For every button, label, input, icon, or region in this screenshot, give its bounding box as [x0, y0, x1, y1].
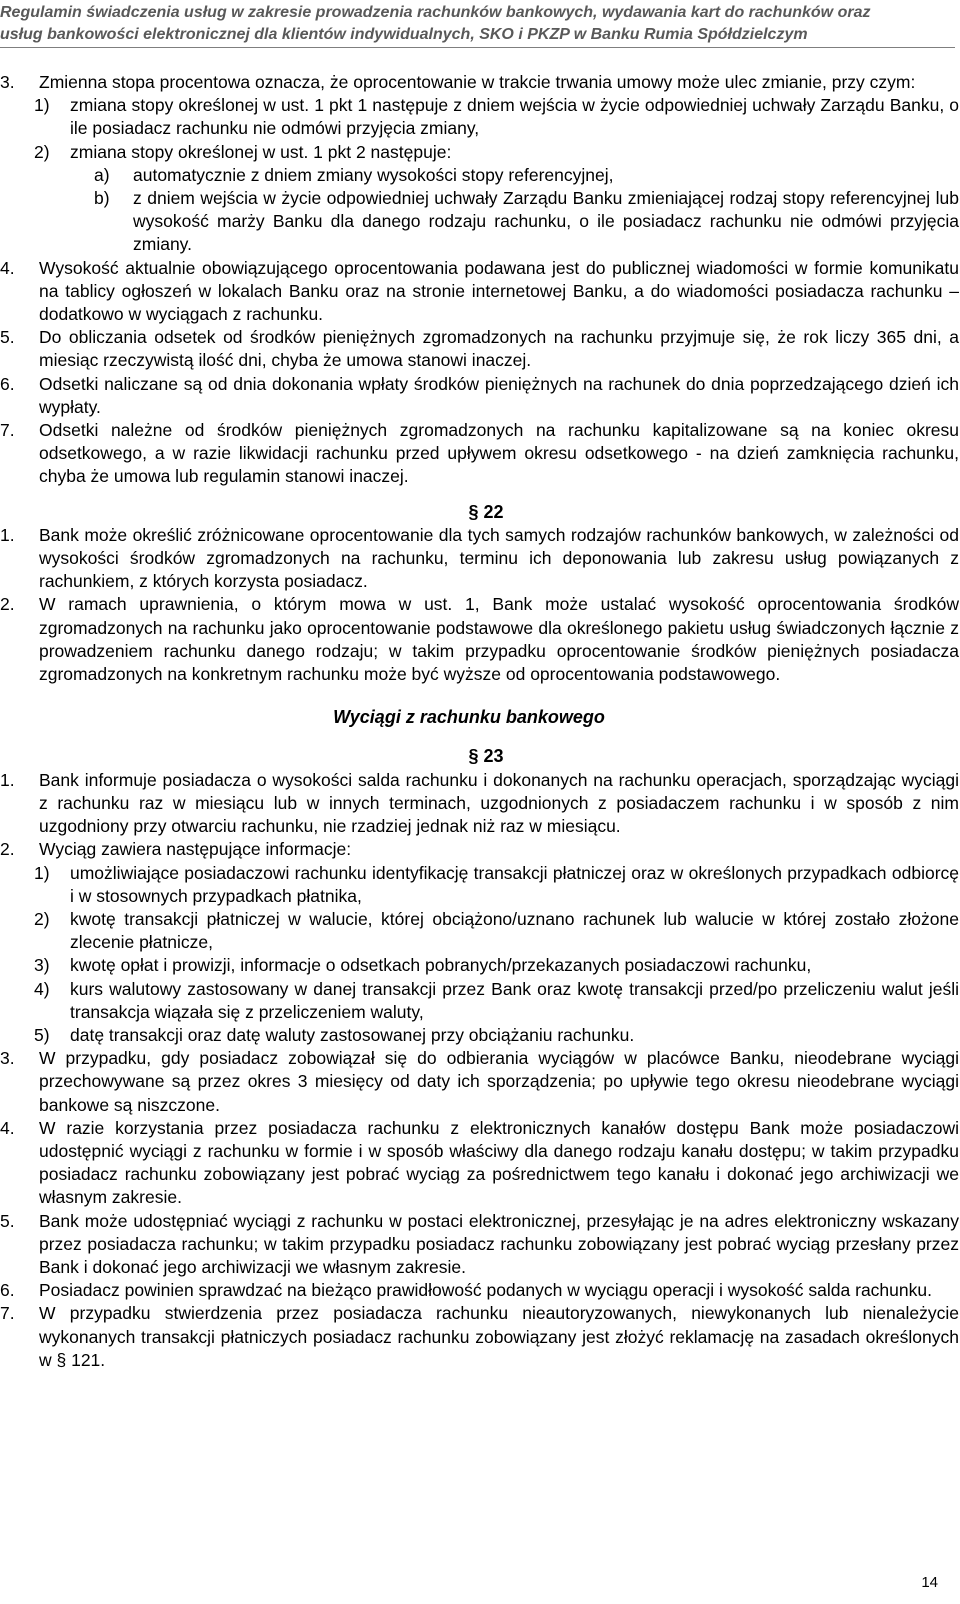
section-number-22: § 22: [468, 501, 504, 522]
header-line-1: Regulamin świadczenia usług w zakresie prowadzenia rachunków bankowych, wydawania kart do rachunków oraz: [0, 4, 871, 21]
paragraph-6: 6. Odsetki naliczane są od dnia dokonania wpłaty środków pieniężnych na rachunek do dnia poprzedzającego dzień ich wypłaty.: [0, 373, 959, 417]
sublist-item-b: b) z dniem wejścia w życie odpowiedniej uchwały Zarządu Banku zmieniającej rodzaj stopy referencyjnej lub wysokość marży Banku dla danego rodzaju rachunku, o ile posiadacz rachunku nie odmówi przyjęcia zmiany.: [94, 188, 959, 255]
s22-paragraph-1: 1. Bank może określić zróżnicowane oprocentowanie dla tych samych rodzajów rachunków bankowych, w zależności od wysokości środków zgromadzonych na rachunku, terminu ich deponowania lub zakresu usług powiązanych z rachunkiem, z których korzysta posiadacz.: [0, 524, 959, 592]
s23-paragraph-2: 2. Wyciąg zawiera następujące informacje:: [0, 839, 352, 860]
header-divider: [0, 47, 955, 48]
paragraph-3: 3. Zmienna stopa procentowa oznacza, że oprocentowanie w trakcie trwania umowy może ulec zmianie, przy czym:: [0, 72, 916, 92]
s23-paragraph-7: 7. W przypadku stwierdzenia przez posiadacza rachunku nieautoryzowanych, niewykonanych lub nienależycie wykonanych transakcji płatniczych posiadacz rachunku zobowiązany jest złożyć reklamację na zasadach określonych w § 121.: [0, 1303, 959, 1370]
s23-paragraph-3: 3. W przypadku, gdy posiadacz zobowiązał się do odbierania wyciągów w placówce Banku, nieodebrane wyciągi przechowywane są przez okres 3 miesięcy od daty ich sporządzenia; po upływie tego okresu nieodebrane wyciągi bankowe są niszczone.: [0, 1048, 959, 1115]
page-number: 14: [921, 1574, 938, 1591]
s23-list-item-4: 4) kurs walutowy zastosowany w danej transakcji przez Bank oraz kwotę transakcji przed/po przeliczeniu walut jeśli transakcja wiązała się z przeliczeniem waluty,: [34, 978, 959, 1022]
paragraph-7: 7. Odsetki należne od środków pieniężnych zgromadzonych na rachunku kapitalizowane są na koniec okresu odsetkowego, a w razie likwidacji rachunku przed upływem okresu odsetkowego - na dzień zamknięcia rachunku, chyba że umowa lub regulamin stanowi inaczej.: [0, 420, 959, 487]
section-number-23: § 23: [468, 746, 504, 767]
section-title: Wyciągi z rachunku bankowego: [333, 707, 605, 728]
running-header: [0, 2, 952, 46]
list-item-1: 1) zmiana stopy określonej w ust. 1 pkt 1 następuje z dniem wejścia w życie odpowiedniej uchwały Zarządu Banku, o ile posiadacz rachunku nie odmówi przyjęcia zmiany,: [34, 95, 959, 139]
s23-paragraph-5: 5. Bank może udostępniać wyciągi z rachunku w postaci elektronicznej, przesyłając je na adres elektroniczny wskazany przez posiadacza rachunku; w takim przypadku posiadacz rachunku zobowiązany jest pobrać wyciąg przesłany przez Bank i dokonać jego archiwizacji we własnym zakresie.: [0, 1210, 959, 1277]
document-body: [0, 71, 960, 1372]
s23-paragraph-1: 1. Bank informuje posiadacza o wysokości salda rachunku i dokonanych na rachunku operacjach, sporządzając wyciągi z rachunku raz w miesiącu lub w innych terminach, uzgodnionych z posiadaczem rachunku i w sposób z nim uzgodniony przy otwarciu rachunku, nie rzadziej jednak niż raz w miesiącu.: [0, 769, 959, 837]
s23-list-item-1: 1) umożliwiające posiadaczowi rachunku identyfikację transakcji płatniczej oraz w określonych przypadkach odbiorcę i w stosownych przypadkach płatnika,: [34, 862, 959, 906]
s23-paragraph-6: 6. Posiadacz powinien sprawdzać na bieżąco prawidłowość podanych w wyciągu operacji i wysokość salda rachunku.: [0, 1280, 932, 1301]
s23-list-item-5: 5) datę transakcji oraz datę waluty zastosowanej przy obciążaniu rachunku.: [34, 1024, 635, 1045]
paragraph-5: 5. Do obliczania odsetek od środków pieniężnych zgromadzonych na rachunku przyjmuje się, że rok liczy 365 dni, a miesiąc rzeczywistą ilość dni, chyba że umowa stanowi inaczej.: [0, 327, 959, 371]
header-line-2: usług bankowości elektronicznej dla klientów indywidualnych, SKO i PKZP w Banku Rumia Spółdzielczym: [0, 26, 808, 43]
s23-paragraph-4: 4. W razie korzystania przez posiadacza rachunku z elektronicznych kanałów dostępu Bank może posiadaczowi udostępnić wyciągi z rachunku w formie i w sposób właściwy dla danego rodzaju kanału dostępu; w takim przypadku posiadacz rachunku zobowiązany jest pobrać wyciąg za pośrednictwem tego kanału i dokonać jego archiwizacji we własnym zakresie.: [0, 1117, 959, 1208]
s22-paragraph-2: 2. W ramach uprawnienia, o którym mowa w ust. 1, Bank może ustalać wysokość oprocentowania środków zgromadzonych na rachunku jako oprocentowanie podstawowe dla określonego pakietu usług świadczonych łącznie z prowadzeniem rachunku danego rodzaju; w takim przypadku oprocentowanie środków pieniężnych posiadacza zgromadzonych na konkretnym rachunku może być wyższe od oprocentowania podstawowego.: [0, 594, 959, 685]
s23-list-item-2: 2) kwotę transakcji płatniczej w walucie, której obciążono/uznano rachunek lub walucie w której zostało złożone zlecenie płatnicze,: [34, 908, 959, 953]
s23-list-item-3: 3) kwotę opłat i prowizji, informacje o odsetkach pobranych/przekazanych posiadaczowi rachunku,: [34, 955, 812, 976]
sublist-item-a: a) automatycznie z dniem zmiany wysokości stopy referencyjnej,: [94, 164, 614, 185]
list-item-2: 2) zmiana stopy określonej w ust. 1 pkt 2 następuje:: [34, 141, 452, 162]
paragraph-4: 4. Wysokość aktualnie obowiązującego oprocentowania podawana jest do publicznej wiadomości w formie komunikatu na tablicy ogłoszeń w lokalach Banku oraz na stronie internetowej Banku, a do wiadomości posiadacza rachunku – dodatkowo w wyciągach z rachunku.: [0, 257, 959, 325]
